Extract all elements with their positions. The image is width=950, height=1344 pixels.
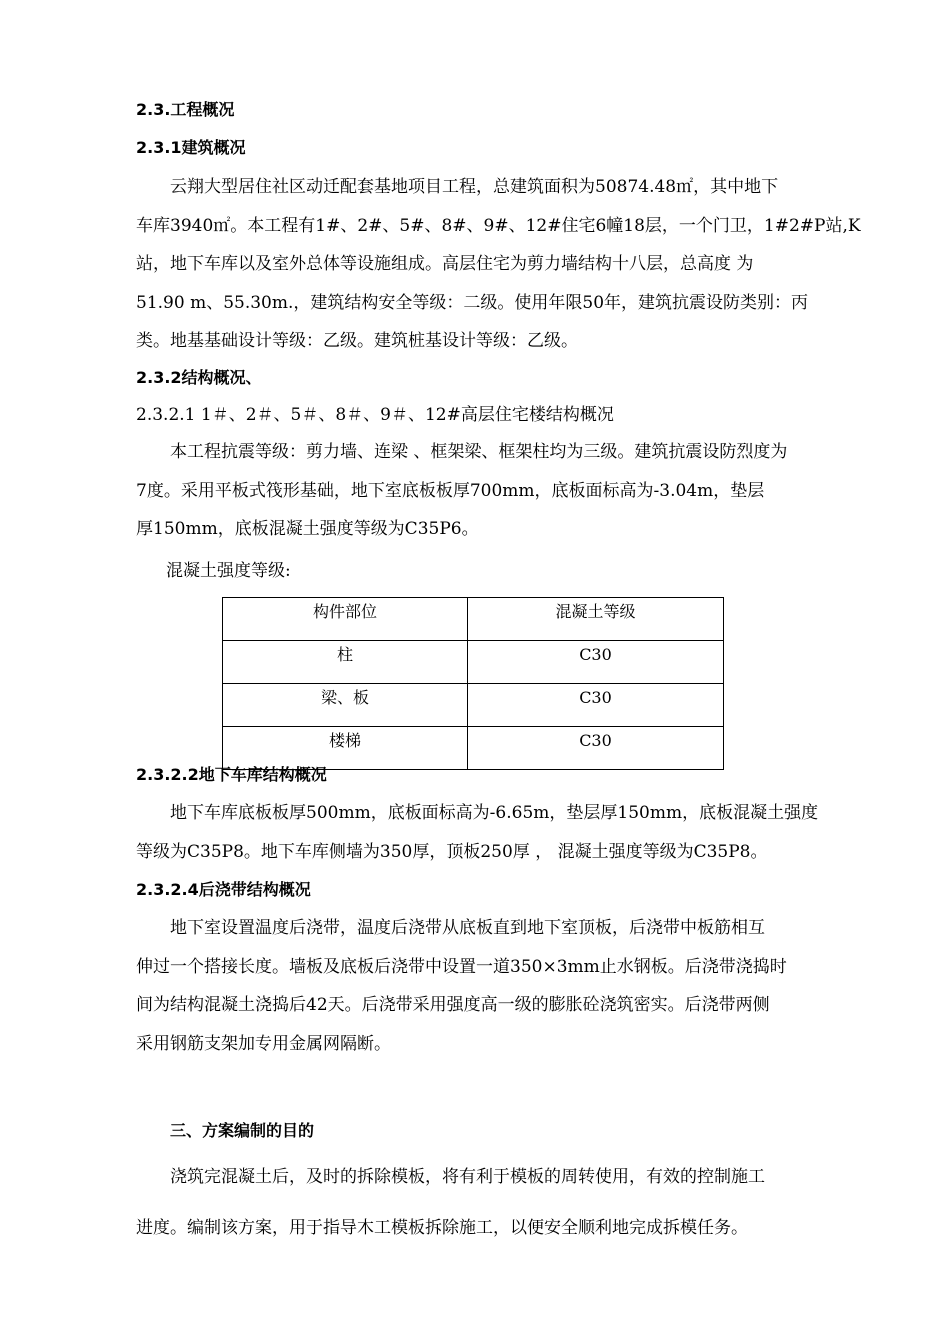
table-cell: 柱: [223, 641, 468, 684]
table-cell: 梁、板: [223, 684, 468, 727]
table-header-cell: 构件部位: [223, 598, 468, 641]
text-line: 51.90 m、55.30m.，建筑结构安全等级：二级。使用年限50年，建筑抗震设防类别：丙: [136, 292, 809, 313]
table-cell: 楼梯: [223, 727, 468, 770]
text-line: 类。地基基础设计等级：乙级。建筑桩基设计等级：乙级。: [136, 331, 578, 351]
text-line: 浇筑完混凝土后，及时的拆除模板，将有利于模板的周转使用，有效的控制施工: [170, 1167, 765, 1187]
table-row: [223, 684, 724, 727]
text-line: 云翔大型居住社区动迁配套基地项目工程，总建筑面积为50874.48㎡，其中地下: [170, 177, 779, 197]
table-cell: C30: [468, 727, 724, 770]
paragraph-garage-structure: [136, 794, 836, 871]
text-line: 伸过一个搭接长度。墙板及底板后浇带中设置一道350×3mm止水钢板。后浇带浇捣时: [136, 956, 787, 977]
heading-2-3-2-4: 2.3.2.4后浇带结构概况: [136, 880, 311, 899]
paragraph-structure-overview: [136, 433, 836, 549]
text-line: 厚150mm，底板混凝土强度等级为C35P6。: [136, 519, 479, 539]
table-header-cell: 混凝土等级: [468, 598, 724, 641]
heading-2-3-2: 2.3.2结构概况、: [136, 368, 262, 387]
text-line: 7度。采用平板式筏形基础，地下室底板板厚700mm，底板面标高为-3.04m，垫层: [136, 480, 765, 501]
paragraph-plan-purpose: [136, 1152, 836, 1254]
text-line: 采用钢筋支架加专用金属网隔断。: [136, 1033, 391, 1054]
table-caption: 混凝土强度等级:: [166, 561, 291, 581]
paragraph-building-overview: [136, 168, 861, 361]
heading-2-3: 2.3.工程概况: [136, 100, 235, 119]
text-line: 地下车库底板板厚500mm，底板面标高为-6.65m，垫层厚150mm，底板混凝土强度: [170, 803, 819, 823]
concrete-grade-table: [222, 597, 724, 770]
table-cell: C30: [468, 684, 724, 727]
table-header-row: [223, 598, 724, 641]
text-line: 站，地下车库以及室外总体等设施组成。高层住宅为剪力墙结构十八层，总高度 为: [136, 254, 754, 274]
text-line: 车库3940㎡。本工程有1#、2#、5#、8#、9#、12#住宅6幢18层，一个门卫，1#2#P站,K: [136, 215, 861, 236]
text-line: 间为结构混凝土浇捣后42天。后浇带采用强度高一级的膨胀砼浇筑密实。后浇带两侧: [136, 995, 770, 1015]
text-line: 等级为C35P8。地下车库侧墙为350厚，顶板250厚 ， 混凝土强度等级为C35P8。: [136, 841, 768, 862]
heading-2-3-2-2: 2.3.2.2地下车库结构概况: [136, 765, 327, 784]
heading-2-3-1: 2.3.1建筑概况: [136, 138, 246, 157]
table-cell: C30: [468, 641, 724, 684]
text-line: 本工程抗震等级：剪力墙、连梁 、框架梁、框架柱均为三级。建筑抗震设防烈度为: [170, 442, 788, 462]
paragraph-post-cast-strip: [136, 909, 836, 1063]
table-row: [223, 641, 724, 684]
text-line: 地下室设置温度后浇带，温度后浇带从底板直到地下室顶板，后浇带中板筋相互: [170, 918, 765, 938]
heading-section-3: 三、方案编制的目的: [170, 1121, 315, 1140]
heading-2-3-2-1: 2.3.2.1 1＃、2＃、5＃、8＃、9＃、12#高层住宅楼结构概况: [136, 405, 614, 425]
text-line: 进度。编制该方案，用于指导木工模板拆除施工，以便安全顺利地完成拆模任务。: [136, 1218, 748, 1238]
